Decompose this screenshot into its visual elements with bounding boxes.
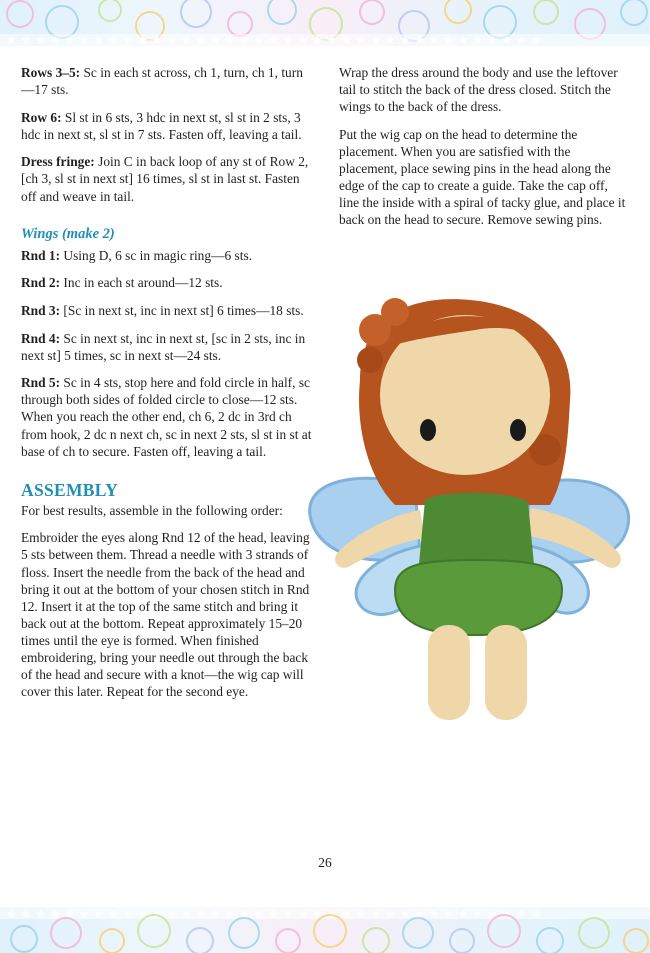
dress-paragraph: Wrap the dress around the body and use the leftover tail to stitch the back of the dress closed. Stitch the wings to the back of the dress. [339, 65, 618, 115]
page-number: 26 [318, 855, 332, 870]
fairy-doll-photo [300, 290, 650, 730]
right-column [339, 64, 629, 239]
eyes-paragraph: Embroider the eyes along Rnd 12 of the head, leaving 5 sts between them. Thread a needle with 3 strands of floss. Insert the needle from the back of the head and bring it out at the bottom of your chosen stitch in Rnd 12. Insert it at the top of the same stitch and bring it back out at the bottom. Repeat approximately 15–20 times until the eye is formed. When finished embroidering, bring your needle out through the back of the head and secure with a knot—the wig cap will cover this later. Repeat for the second eye. [21, 530, 310, 700]
rnd-3-instruction [21, 302, 313, 319]
row-6-label: Row 6: [21, 109, 62, 125]
left-column [21, 64, 313, 711]
bubbles-stars-pattern-icon [0, 907, 650, 953]
rnd-4-label: Rnd 4: [21, 330, 61, 346]
bottom-decorative-border [0, 907, 650, 953]
rows-3-5-label: Rows 3–5: [21, 65, 81, 80]
wig-paragraph: Put the wig cap on the head to determine the placement. When you are satisfied with the placement, place sewing pins in the head along the edge of the cap to create a guide. Take the cap off, line the inside with a spiral of tacky glue, and place it back on the head to secure. Remove sewing pins. [339, 126, 626, 228]
top-decorative-border [0, 0, 650, 46]
rnd-5-label: Rnd 5: [21, 375, 61, 391]
rnd-2-text: Inc in each st around—12 sts. [60, 275, 223, 291]
rnd-1-text: Using D, 6 sc in magic ring—6 sts. [60, 247, 252, 263]
rnd-3-text: [Sc in next st, inc in next st] 6 times—18 sts. [60, 302, 304, 318]
rnd-1-instruction [21, 247, 313, 264]
dress-fringe-text: Join C in back loop of any st of Row 2, [ch 3, sl st in next st] 16 times, sl st in last st. Fasten off and weave in tail. [21, 154, 309, 204]
assembly-intro: For best results, assemble in the following order: [21, 502, 283, 518]
row-6-text: Sl st in 6 sts, 3 hdc in next st, sl st in 2 sts, 3 hdc in next st, sl st in 7 sts. Fasten off, leaving a tail. [21, 109, 302, 142]
rnd-1-label: Rnd 1: [21, 247, 61, 263]
rnd-3-label: Rnd 3: [21, 302, 61, 318]
rnd-4-text: Sc in next st, inc in next st, [sc in 2 sts, inc in next st] 5 times, sc in next st—24 sts. [21, 330, 306, 363]
rnd-2-instruction [21, 274, 313, 291]
svg-text:★ ★ ★ ★ ★ ★ ★ ★ ★ ★ ★ ★ ★ ★ ★: ★ ★ ★ ★ ★ ★ ★ ★ ★ ★ ★ ★ ★ ★ ★ ★ ★ ★ ★ ★ ★ ★ ★ ★ ★ ★ ★ ★ ★ ★ ★ ★ ★ ★ ★ ★ ★ [6, 907, 542, 921]
crochet-fairy-doll-icon [300, 290, 650, 730]
rnd-5-text: Sc in 4 sts, stop here and fold circle in half, sc through both sides of folded circle to close—12 sts. When you reach the other end, ch 6, 2 dc in 3rd ch from hook, 2 dc n next ch, sc in next 2 sts, sl st in st at base of ch to secure. Fasten off, leaving a tail. [21, 375, 312, 459]
wings-heading: Wings (make 2) [21, 225, 115, 242]
dress-fringe-instruction [21, 153, 313, 204]
svg-text:★ ★ ★ ★ ★ ★ ★ ★ ★ ★ ★ ★ ★ ★ ★: ★ ★ ★ ★ ★ ★ ★ ★ ★ ★ ★ ★ ★ ★ ★ ★ ★ ★ ★ ★ ★ ★ ★ ★ ★ ★ ★ ★ ★ ★ ★ ★ ★ ★ ★ ★ ★ [6, 33, 542, 46]
dress-fringe-label: Dress fringe: [21, 154, 95, 170]
rows-3-5-text: Sc in each st across, ch 1, turn, ch 1, turn—17 sts. [21, 65, 303, 98]
rnd-5-instruction [21, 374, 313, 459]
rnd-4-instruction [21, 330, 313, 364]
rnd-2-label: Rnd 2: [21, 275, 61, 291]
bubbles-stars-pattern-icon [0, 0, 650, 46]
assembly-heading: ASSEMBLY [21, 479, 119, 500]
rows-3-5-instruction [21, 64, 313, 98]
row-6-instruction [21, 109, 313, 143]
